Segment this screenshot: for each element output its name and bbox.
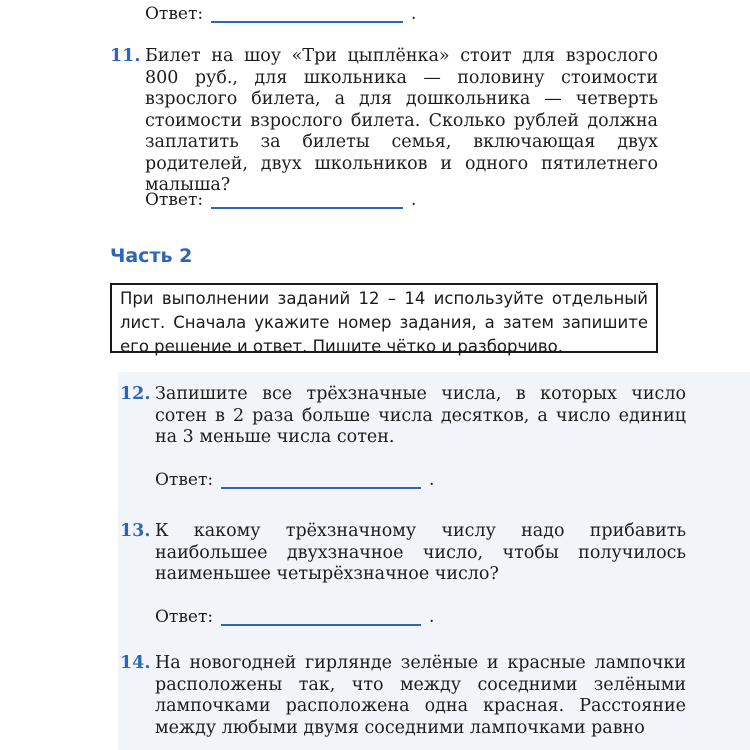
task-12: [120, 384, 686, 449]
part-title: Часть 2: [110, 245, 193, 267]
task-text: Билет на шоу «Три цыплёнка» стоит для взрослого 800 руб., для школьника — половину стоимости взрослого билета, а для дошкольника — четверть стоимости взрослого билета. Сколько рублей должна заплатить за билеты семья, включающая двух родителей, двух школьников и одного пятилетнего малыша?: [145, 46, 658, 195]
answer-line-11: [145, 190, 417, 210]
answer-line-10: [145, 4, 417, 24]
task-13: [120, 521, 686, 586]
task-11: [110, 46, 658, 197]
answer-period: .: [411, 4, 417, 24]
answer-label: Ответ:: [155, 470, 214, 490]
task-number: 13.: [120, 521, 151, 541]
answer-label: Ответ:: [155, 607, 214, 627]
answer-underline[interactable]: [211, 21, 403, 23]
answer-line-13: [155, 607, 435, 627]
task-number: 12.: [120, 384, 151, 404]
task-text: Запишите все трёхзначные числа, в которых число сотен в 2 раза больше числа десятков, а число единиц на 3 меньше числа сотен.: [155, 384, 686, 447]
answer-underline[interactable]: [221, 624, 421, 626]
answer-label: Ответ:: [145, 190, 204, 210]
answer-underline[interactable]: [211, 207, 403, 209]
answer-label: Ответ:: [145, 4, 204, 24]
answer-line-12: [155, 470, 435, 490]
task-number: 14.: [120, 653, 151, 673]
task-text: На новогодней гирлянде зелёные и красные лампочки расположены так, что между соседними зелёными лампочками расположена одна красная. Расстояние между любыми двумя соседними лампочками равно: [155, 653, 686, 738]
answer-underline[interactable]: [221, 487, 421, 489]
answer-period: .: [429, 607, 435, 627]
instruction-text: При выполнении заданий 12 – 14 используйте отдельный лист. Сначала укажите номер задания, а затем запишите его решение и ответ. Пишите чётко и разборчиво.: [120, 289, 648, 356]
instruction-box: [110, 283, 658, 356]
answer-period: .: [411, 190, 417, 210]
answer-period: .: [429, 470, 435, 490]
task-14: [120, 653, 686, 739]
task-number: 11.: [110, 46, 141, 66]
task-text: К какому трёхзначному числу надо прибавить наибольшее двухзначное число, чтобы получилось наименьшее четырёхзначное число?: [155, 521, 686, 584]
